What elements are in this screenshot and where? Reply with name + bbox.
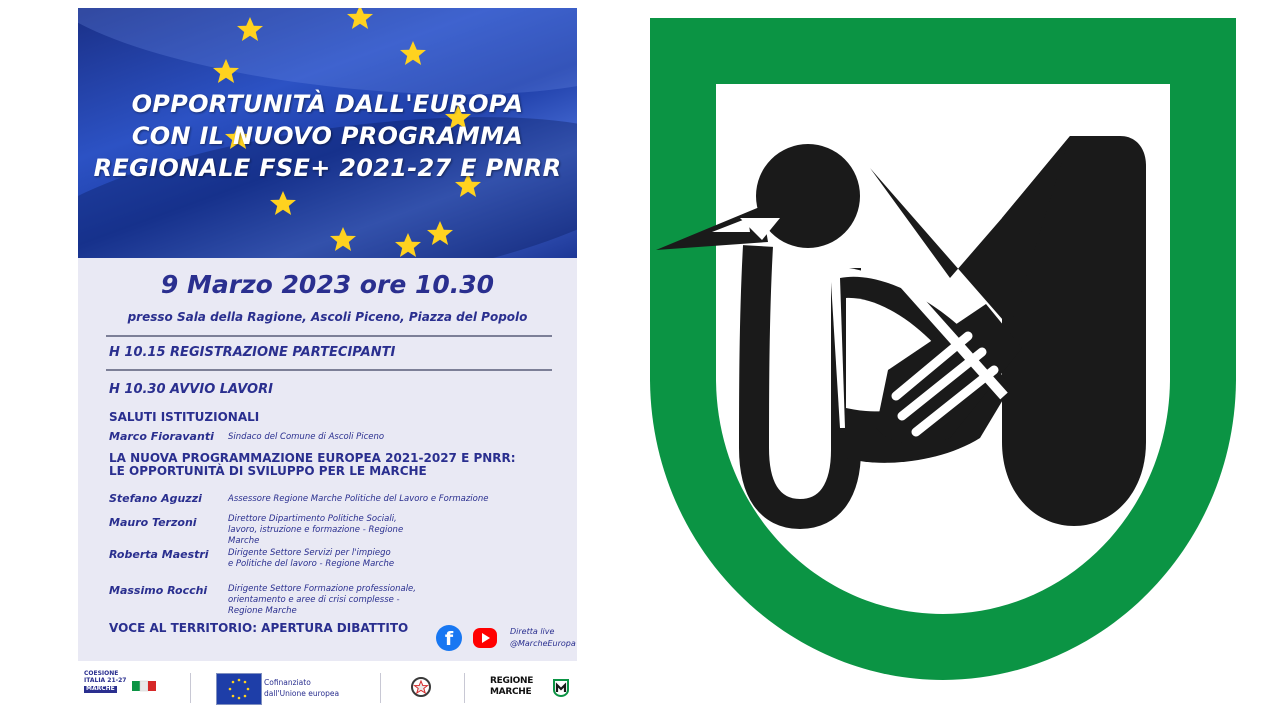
- start-line: H 10.30 AVVIO LAVORI: [109, 382, 273, 397]
- regione-line: MARCHE: [490, 687, 532, 697]
- coesione-line: MARCHE: [86, 685, 115, 692]
- program-header-line: LE OPPORTUNITÀ DI SVILUPPO PER LE MARCHE: [109, 464, 427, 478]
- speaker-name: Mauro Terzoni: [109, 516, 197, 529]
- youtube-icon: [473, 628, 497, 648]
- speaker-role: Dirigente Settore Formazione professionale, orientamento e aree di crisi complesse - Regione Marche: [228, 584, 416, 616]
- eu-line: Cofinanziato: [264, 678, 311, 687]
- live-stream-label: [510, 626, 576, 650]
- speaker-name: Massimo Rocchi: [109, 584, 208, 597]
- eu-star-icon: [427, 221, 453, 245]
- partner-logos-strip: [78, 661, 577, 714]
- eu-star-icon: [237, 17, 263, 41]
- eu-line: dall'Unione europea: [264, 689, 340, 698]
- regione-line: REGIONE: [490, 676, 534, 686]
- eu-star-icon: [400, 41, 426, 65]
- facebook-icon: f: [436, 625, 462, 651]
- eu-star-icon: [213, 59, 239, 83]
- eu-star-icon: [330, 227, 356, 251]
- coesione-mark-icon: [130, 677, 158, 693]
- greetings-header: SALUTI ISTITUZIONALI: [109, 410, 260, 424]
- poster-title-line: OPPORTUNITÀ DALL'EUROPA: [131, 90, 524, 118]
- regione-marche-logo-icon: [552, 678, 570, 698]
- regione-marche-text: [490, 676, 533, 698]
- poster-title-line: CON IL NUOVO PROGRAMMA: [131, 122, 524, 150]
- coesione-line: ITALIA 21-27: [84, 676, 127, 684]
- speaker-role: Assessore Regione Marche Politiche del Lavoro e Formazione: [228, 494, 489, 504]
- event-venue: presso Sala della Ragione, Ascoli Piceno, Piazza del Popolo: [127, 310, 528, 324]
- eu-star-icon: [395, 233, 421, 257]
- registration-line: H 10.15 REGISTRAZIONE PARTECIPANTI: [109, 345, 396, 360]
- closing-line: VOCE AL TERRITORIO: APERTURA DIBATTITO: [109, 621, 409, 635]
- speaker-name: Stefano Aguzzi: [109, 492, 202, 505]
- poster-title: [78, 88, 577, 184]
- divider: [106, 335, 552, 337]
- live-line: @MarcheEuropa: [510, 639, 576, 648]
- speaker-name: Roberta Maestri: [109, 548, 209, 561]
- eu-flag-icon: [216, 673, 262, 705]
- program-header-line: LA NUOVA PROGRAMMAZIONE EUROPEA 2021-2027 E PNRR:: [109, 451, 516, 465]
- speaker-name: Marco Fioravanti: [109, 430, 214, 443]
- coesione-line: COESIONE: [84, 670, 119, 677]
- event-poster: [78, 8, 577, 714]
- live-line: Diretta live: [510, 627, 555, 636]
- logo-separator: [190, 673, 191, 703]
- eu-cofunding-text: [264, 677, 339, 699]
- eu-star-icon: [347, 8, 373, 29]
- eu-star-icon: [270, 191, 296, 215]
- divider: [106, 369, 552, 371]
- coesione-logo-text: [84, 671, 126, 693]
- logo-separator: [464, 673, 465, 703]
- eu-flag-banner: [78, 8, 577, 258]
- speaker-role: Sindaco del Comune di Ascoli Piceno: [228, 432, 385, 442]
- regione-marche-coat-of-arms: [650, 18, 1236, 680]
- poster-title-line: REGIONALE FSE+ 2021-27 E PNRR: [93, 154, 562, 182]
- event-date: 9 Marzo 2023 ore 10.30: [160, 270, 495, 299]
- speaker-role: Direttore Dipartimento Politiche Sociali, lavoro, istruzione e formazione - Regione Marche: [228, 514, 404, 546]
- italian-emblem-icon: [410, 675, 432, 699]
- speaker-role: Dirigente Settore Servizi per l'impiego e Politiche del lavoro - Regione Marche: [228, 548, 395, 569]
- logo-separator: [380, 673, 381, 703]
